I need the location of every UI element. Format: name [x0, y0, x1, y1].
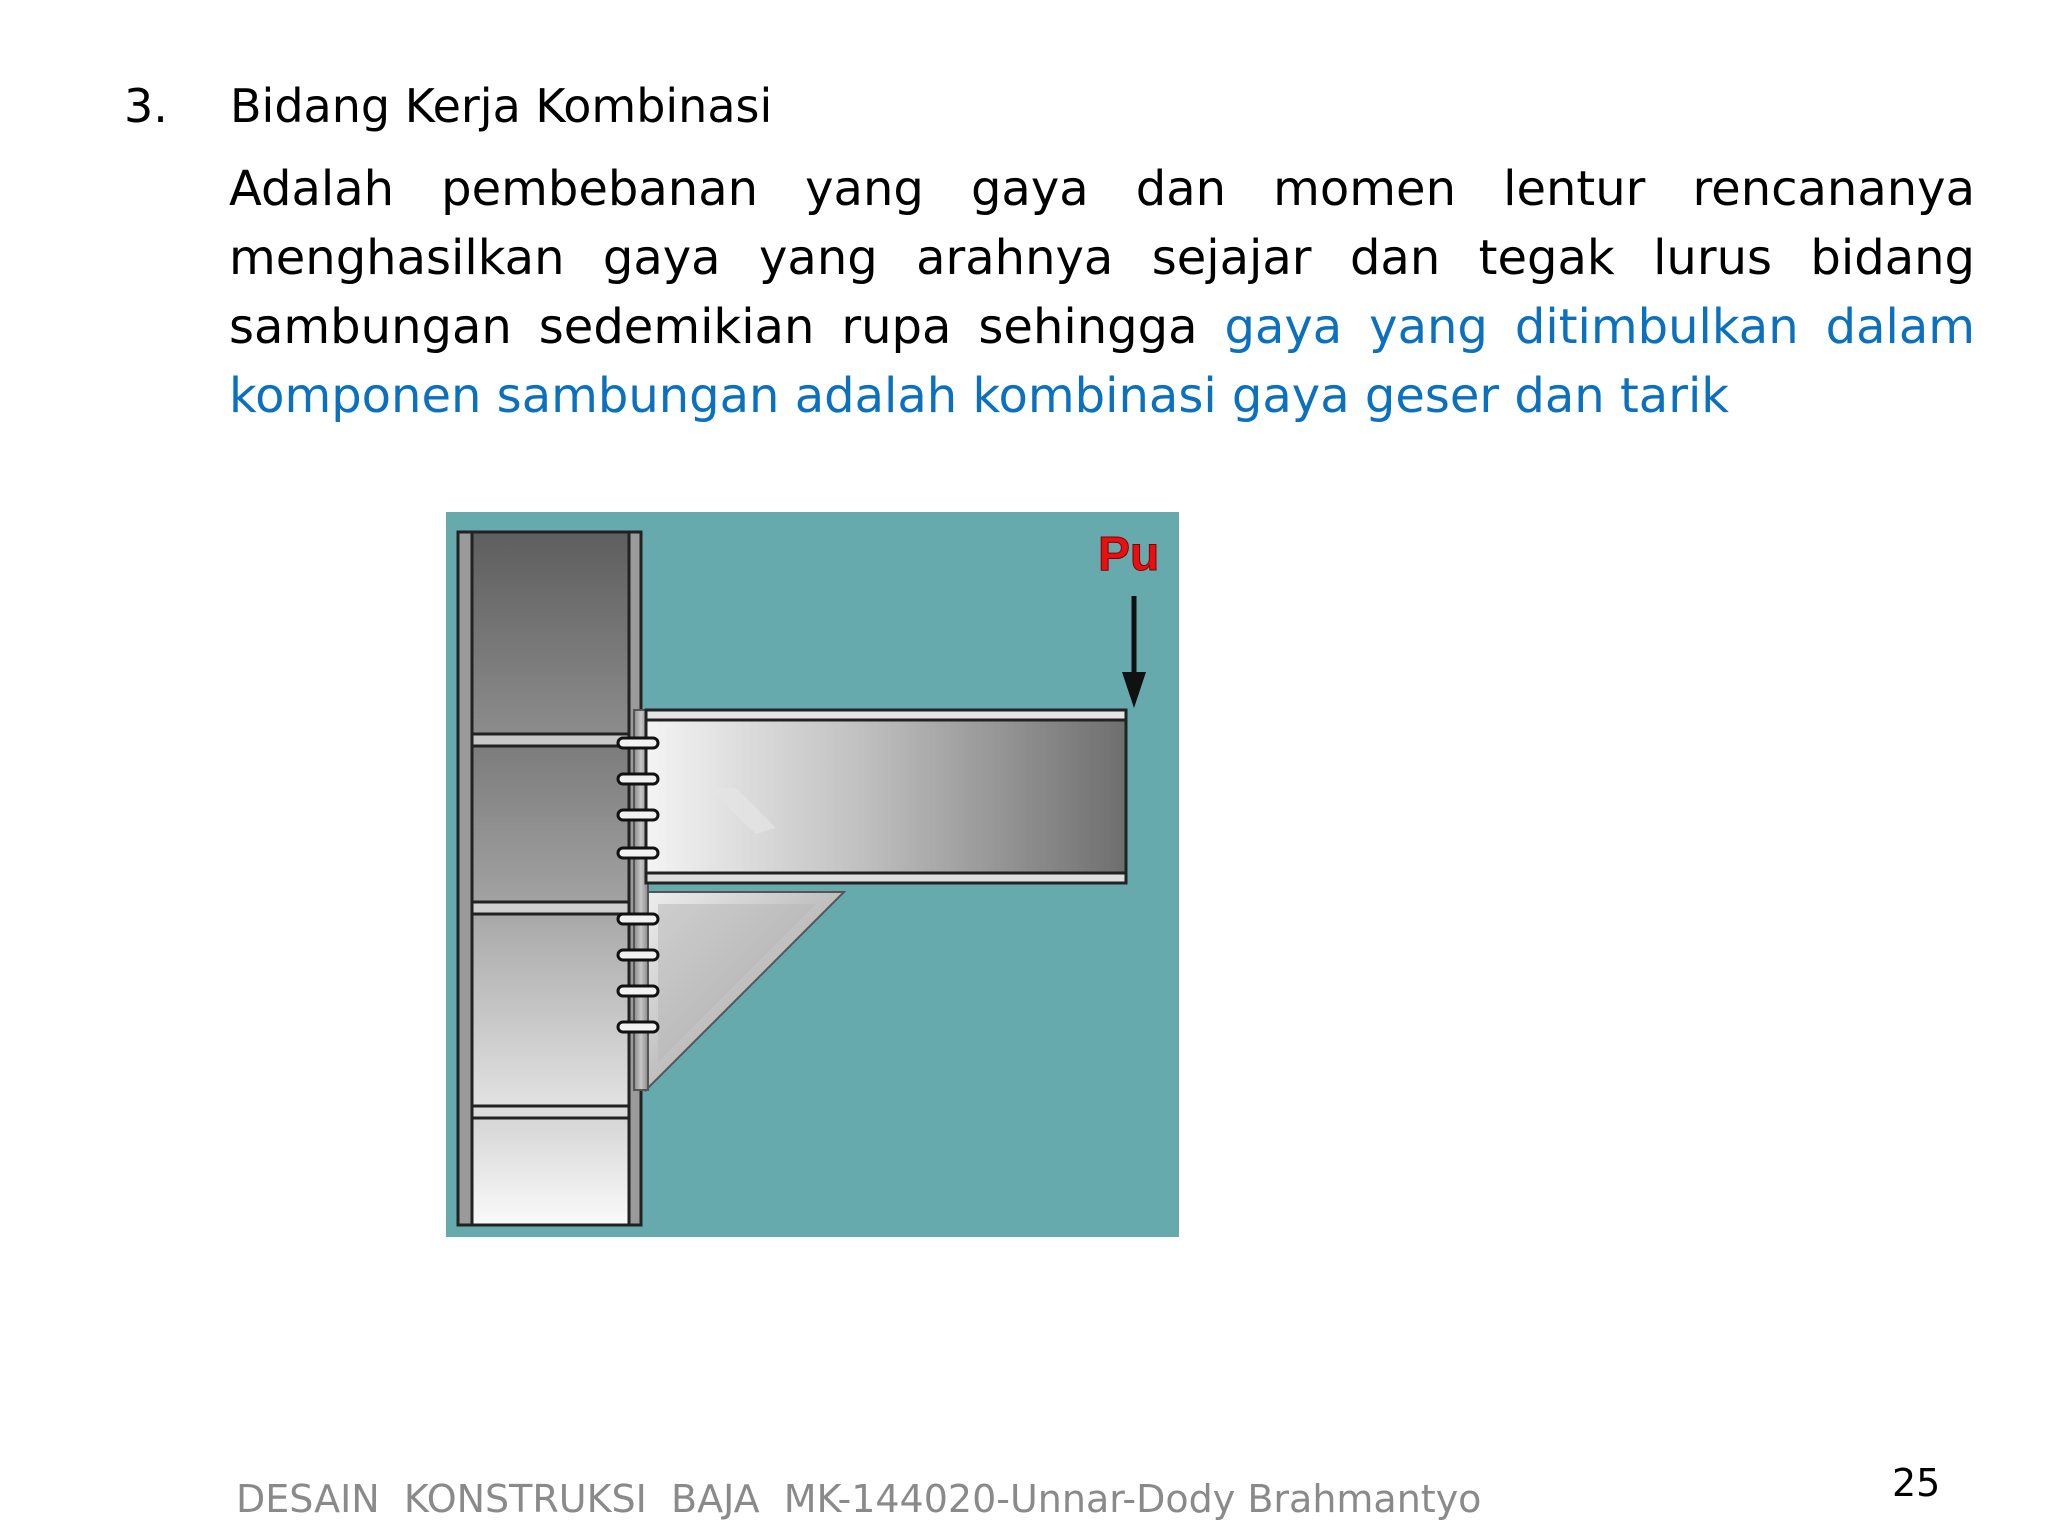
definition-paragraph — [229, 155, 1975, 431]
bolt — [618, 986, 658, 996]
bolt — [618, 810, 658, 820]
paragraph-plain-text: Adalah pembebanan yang gaya dan momen lentur rencananya menghasilkan gaya yang arahnya sejajar dan tegak lurus bidang sambungan sedemikian rupa sehingga — [229, 161, 1975, 355]
page-number: 25 — [1892, 1461, 1941, 1505]
paragraph-highlight-text: gaya yang ditimbulkan dalam komponen sambungan adalah kombinasi gaya geser dan tarik — [229, 299, 1975, 424]
bolt — [618, 848, 658, 858]
bolt — [618, 1022, 658, 1032]
bolt — [618, 738, 658, 748]
bracket-connection-figure — [446, 512, 1179, 1237]
bolt — [618, 950, 658, 960]
bolt — [618, 914, 658, 924]
item-number: 3. — [124, 79, 168, 133]
bolt — [618, 774, 658, 784]
heading-text: Bidang Kerja Kombinasi — [230, 79, 773, 133]
steel-column — [458, 532, 641, 1225]
steel-beam — [646, 710, 1126, 883]
load-label: Pu — [1098, 528, 1160, 581]
footer-text: DESAIN KONSTRUKSI BAJA MK-144020-Unnar-Dody Brahmantyo — [236, 1477, 1482, 1521]
section-heading — [124, 76, 772, 136]
